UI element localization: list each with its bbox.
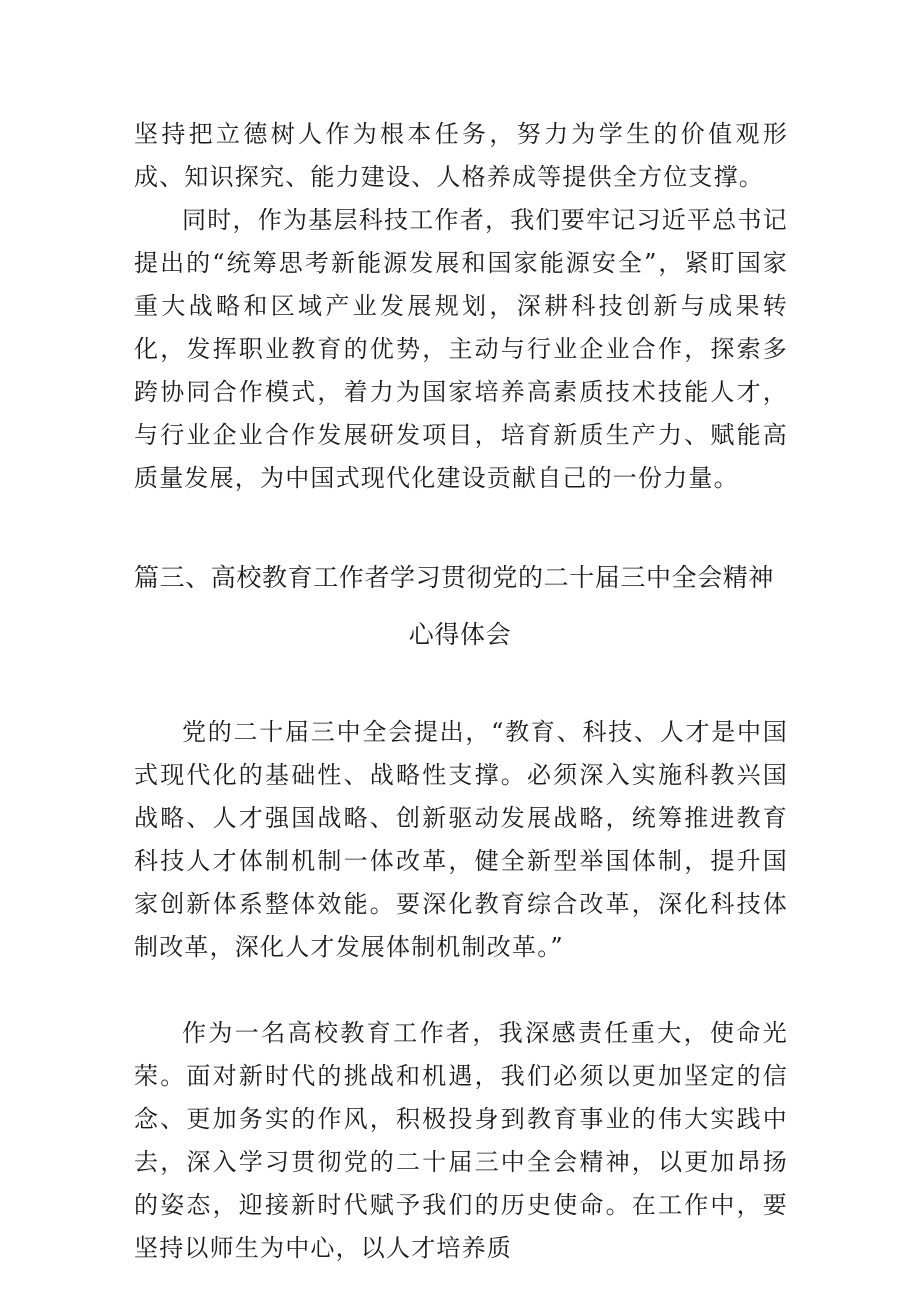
paragraph-continuation: 坚持把立德树人作为根本任务，努力为学生的价值观形成、知识探究、能力建设、人格养成等提供全方位支撑。	[134, 120, 788, 191]
paragraph-plenum-quote: 党的二十届三中全会提出，“教育、科技、人才是中国式现代化的基础性、战略性支撑。必须深入实施科教兴国战略、人才强国战略、创新驱动发展战略，统筹推进教育科技人才体制机制一体改革，健全新型举国体制，提升国家创新体系整体效能。要深化教育综合改革，深化科技体制改革，深化人才发展体制机制改革。”	[134, 718, 788, 961]
paragraph-tech-workers: 同时，作为基层科技工作者，我们要牢记习近平总书记提出的“统筹思考新能源发展和国家能源安全”，紧盯国家重大战略和区域产业发展规划，深耕科技创新与成果转化，发挥职业教育的优势，主动与行业企业合作，探索多跨协同合作模式，着力为国家培养高素质技术技能人才，与行业企业合作发展研发项目，培育新质生产力、赋能高质量发展，为中国式现代化建设贡献自己的一份力量。	[134, 206, 788, 492]
section-title-line2: 心得体会	[408, 620, 512, 649]
section-title-line1: 篇三、高校教育工作者学习贯彻党的二十届三中全会精神	[134, 563, 775, 592]
paragraph-educator: 作为一名高校教育工作者，我深感责任重大，使命光荣。面对新时代的挑战和机遇，我们必须以更加坚定的信念、更加务实的作风，积极投身到教育事业的伟大实践中去，深入学习贯彻党的二十届三中全会精神，以更加昂扬的姿态，迎接新时代赋予我们的历史使命。在工作中，要坚持以师生为中心，以人才培养质	[134, 1019, 788, 1262]
